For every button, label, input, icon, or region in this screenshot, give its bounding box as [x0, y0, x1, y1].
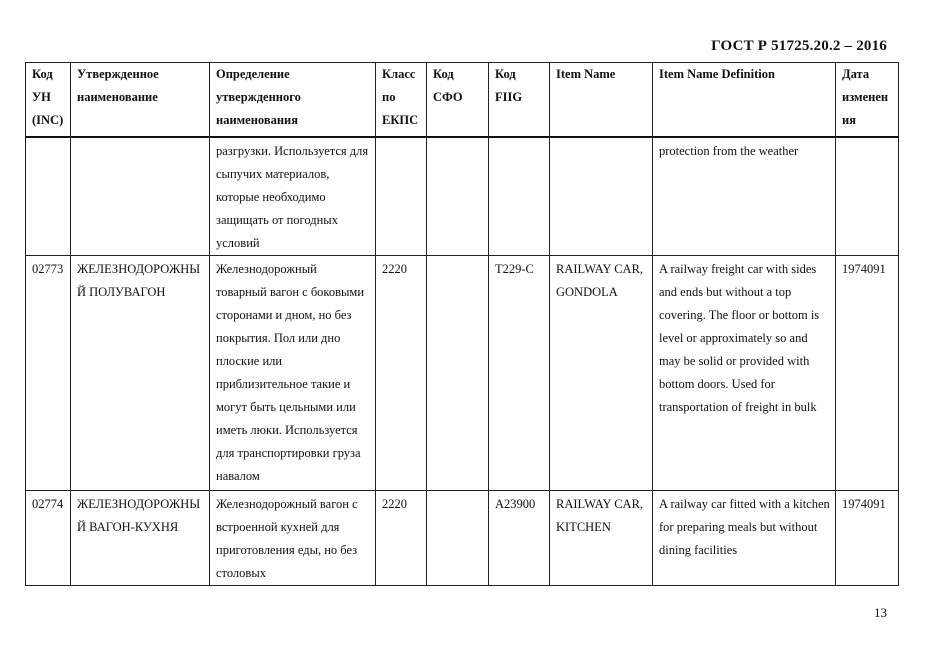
cell-item-name: RAILWAY CAR, KITCHEN — [550, 491, 653, 586]
cell-fiig-code: A23900 — [489, 491, 550, 586]
cell-inc: 02774 — [26, 491, 71, 586]
cell-definition: разгрузки. Используется для сыпучих материалов, которые необходимо защищать от погодных условий — [210, 137, 376, 256]
cell-definition: Железнодорожный товарный вагон с боковыми сторонами и дном, но без покрытия. Пол или дно плоские или приблизительное такие и могут быть цельными или иметь люки. Используется для транспортировки груза навалом — [210, 256, 376, 491]
codes-table — [25, 62, 899, 586]
cell-change-date — [836, 137, 899, 256]
cell-item-name-definition: protection from the weather — [653, 137, 836, 256]
cell-approved-name — [71, 137, 210, 256]
table-header-row — [26, 63, 899, 138]
cell-inc — [26, 137, 71, 256]
cell-change-date: 1974091 — [836, 491, 899, 586]
cell-approved-name: ЖЕЛЕЗНОДОРОЖНЫЙ ВАГОН-КУХНЯ — [71, 491, 210, 586]
cell-sfo-code — [427, 137, 489, 256]
column-header-change-date: Дата изменения — [836, 63, 899, 138]
column-header-ekps-class: Класс по ЕКПС — [376, 63, 427, 138]
cell-approved-name: ЖЕЛЕЗНОДОРОЖНЫЙ ПОЛУВАГОН — [71, 256, 210, 491]
column-header-item-name: Item Name — [550, 63, 653, 138]
table-row — [26, 137, 899, 256]
cell-ekps-class — [376, 137, 427, 256]
column-header-definition: Определение утвержденного наименования — [210, 63, 376, 138]
page-number: 13 — [874, 605, 887, 620]
cell-inc: 02773 — [26, 256, 71, 491]
table-row — [26, 256, 899, 491]
column-header-sfo-code: Код СФО — [427, 63, 489, 138]
column-header-inc: Код УН (INC) — [26, 63, 71, 138]
cell-item-name-definition: A railway freight car with sides and ends but without a top covering. The floor or bottom is level or approximately so and may be solid or provided with bottom doors. Used for transportation of freight in bulk — [653, 256, 836, 491]
cell-fiig-code: T229-C — [489, 256, 550, 491]
cell-change-date: 1974091 — [836, 256, 899, 491]
column-header-approved-name: Утвержденное наименование — [71, 63, 210, 138]
document-standard-number: ГОСТ Р 51725.20.2 – 2016 — [711, 38, 887, 54]
cell-item-name: RAILWAY CAR, GONDOLA — [550, 256, 653, 491]
cell-sfo-code — [427, 491, 489, 586]
cell-item-name — [550, 137, 653, 256]
cell-sfo-code — [427, 256, 489, 491]
column-header-item-name-definition: Item Name Definition — [653, 63, 836, 138]
column-header-fiig-code: Код FIIG — [489, 63, 550, 138]
cell-ekps-class: 2220 — [376, 256, 427, 491]
cell-item-name-definition: A railway car fitted with a kitchen for preparing meals but without dining facilities — [653, 491, 836, 586]
table-row — [26, 491, 899, 586]
cell-fiig-code — [489, 137, 550, 256]
cell-ekps-class: 2220 — [376, 491, 427, 586]
cell-definition: Железнодорожный вагон с встроенной кухней для приготовления еды, но без столовых — [210, 491, 376, 586]
